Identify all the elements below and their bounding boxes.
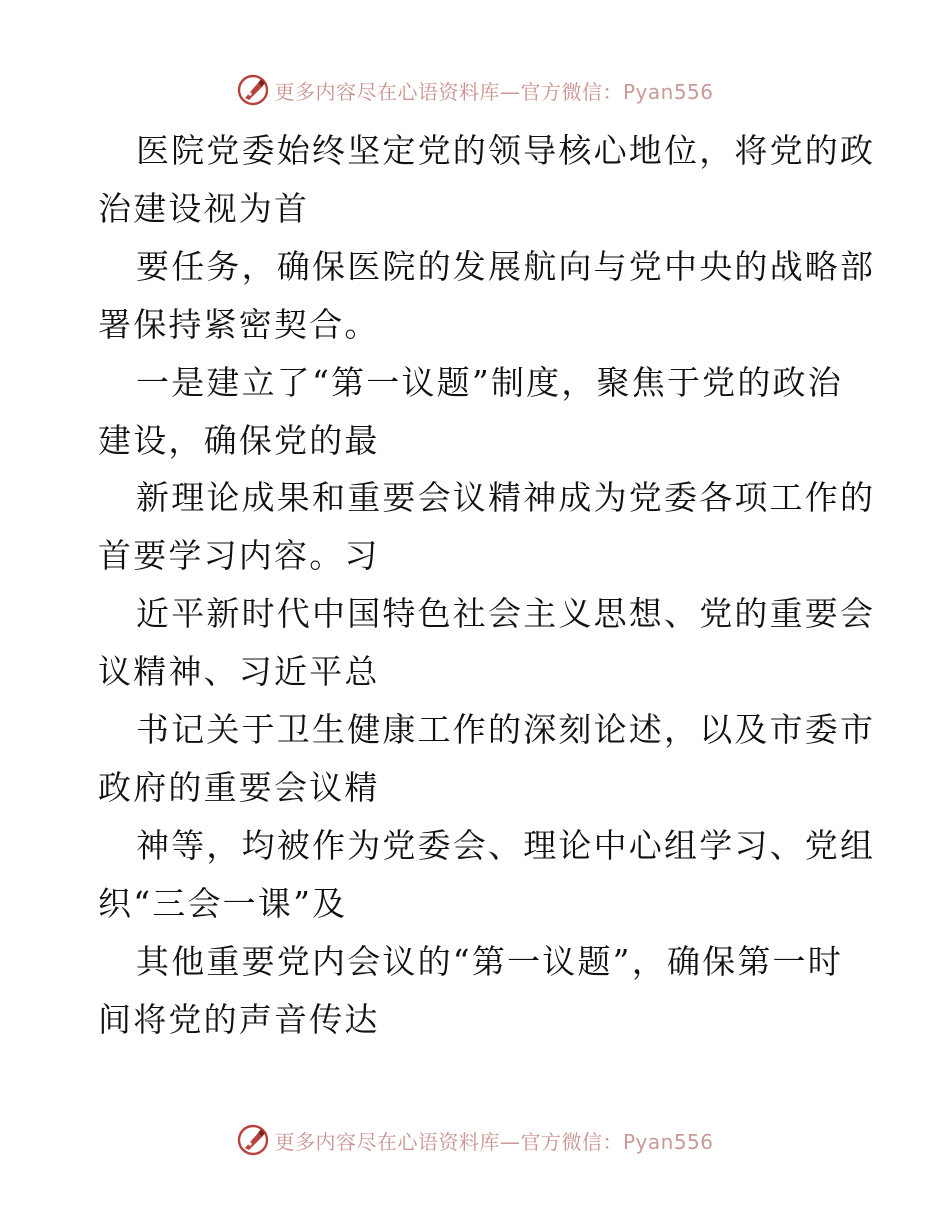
text-line: 一是建立了“第一议题”制度，聚焦于党的政治 [136,362,843,402]
document-body [98,122,876,1049]
text-line: 新理论成果和重要会议精神成为党委各项工作的 [136,478,876,518]
paragraph [98,238,876,354]
pen-nib-logo-icon [236,73,270,107]
text-line: 近平新时代中国特色社会主义思想、党的重要会 [136,594,876,634]
text-line: 治建设视为首 [98,188,310,228]
text-line: 神等，均被作为党委会、理论中心组学习、党组 [136,825,876,865]
paragraph [98,817,876,933]
footer-banner [0,1120,950,1160]
header-banner-text: 更多内容尽在心语资料库—官方微信：Pyan556 [274,79,714,104]
paragraph [98,469,876,585]
text-line: 要任务，确保医院的发展航向与党中央的战略部 [136,246,876,286]
paragraph [98,122,876,238]
paragraph [98,354,858,470]
text-line: 医院党委始终坚定党的领导核心地位，将党的政 [136,131,876,170]
footer-banner-text: 更多内容尽在心语资料库—官方微信：Pyan556 [274,1129,714,1154]
paragraph [98,933,858,1049]
header-banner [0,70,950,110]
text-line: 其他重要党内会议的“第一议题”，确保第一时 [136,941,843,981]
text-line: 议精神、习近平总 [98,652,380,692]
text-line: 织“三会一课”及 [98,883,348,923]
text-line: 建设，确保党的最 [98,420,380,460]
text-line: 署保持紧密契合。 [98,304,380,344]
text-line: 间将党的声音传达 [98,999,380,1039]
text-line: 政府的重要会议精 [98,767,380,807]
text-line: 首要学习内容。习 [98,536,380,576]
text-line: 书记关于卫生健康工作的深刻论述，以及市委市 [136,710,876,750]
paragraph [98,701,876,817]
pen-nib-logo-icon [236,1123,270,1157]
paragraph [98,585,876,701]
